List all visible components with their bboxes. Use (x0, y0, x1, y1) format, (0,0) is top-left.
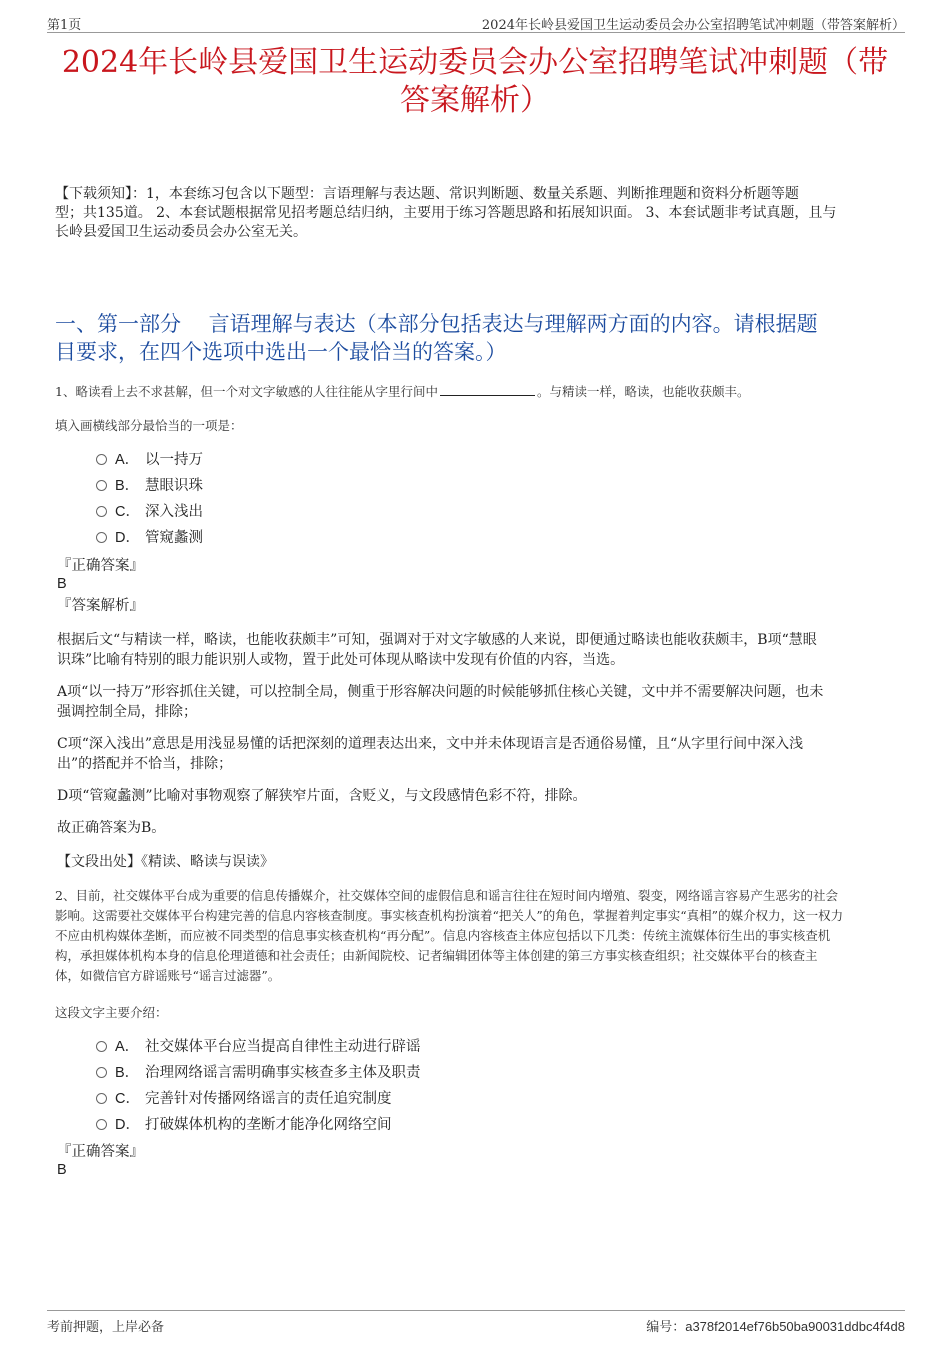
radio-icon[interactable] (96, 1041, 107, 1052)
footer-code-value: a378f2014ef76b50ba90031ddbc4f4d8 (685, 1319, 905, 1334)
option-text: 社交媒体平台应当提高自律性主动进行辟谣 (145, 1039, 421, 1055)
option-text: 以一持万 (145, 452, 203, 468)
q2-stem-line: 构，承担媒体机构本身的信息伦理道德和社会责任；由新闻院校、记者编辑团体等主体创建的第三方事实核查组织；社交媒体平台的核查主 (55, 948, 818, 963)
q2-stem-line: 2、目前，社交媒体平台成为重要的信息传播媒介，社交媒体空间的虚假信息和谣言往往在短时间内增殖、裂变，网络谣言容易产生恶劣的社会 (55, 888, 838, 903)
q1-stem-after: 。与精读一样，略读，也能收获颇丰。 (536, 384, 750, 399)
option-text: 治理网络谣言需明确事实核查多主体及职责 (145, 1065, 421, 1081)
q1-analysis-para-1 (57, 630, 900, 670)
q2-stem (55, 886, 905, 986)
option-text: 慧眼识珠 (145, 478, 203, 494)
q1-answer-label: 『正确答案』 (57, 558, 144, 574)
q2-answer-label: 『正确答案』 (57, 1144, 144, 1160)
option-letter: A． (115, 1039, 140, 1055)
page-number: 第1页 (47, 18, 82, 33)
option-text: 管窥蠡测 (145, 530, 203, 546)
q1-option-a[interactable] (96, 449, 203, 471)
q1-analysis-para-3 (57, 734, 900, 774)
option-letter: D． (115, 530, 140, 546)
radio-icon[interactable] (96, 454, 107, 465)
notice-line-2: 型；共135道。 2、本套试题根据常见招考题总结归纳，主要用于练习答题思路和拓展知识面。 3、本套试题非考试真题，且与 (55, 205, 837, 221)
analysis-line: 识珠”比喻有特别的眼力能识别人或物，置于此处可体现从略读中发现有价值的内容，当选。 (57, 652, 625, 668)
q1-stem (55, 382, 905, 402)
download-notice (55, 185, 900, 242)
option-text: 完善针对传播网络谣言的责任追究制度 (145, 1091, 392, 1107)
footer-code-label: 编号： (646, 1320, 686, 1335)
radio-icon[interactable] (96, 506, 107, 517)
analysis-line: D项“管窥蠡测”比喻对事物观察了解狭窄片面，含贬义，与文段感情色彩不符，排除。 (57, 788, 587, 804)
footer-slogan: 考前押题，上岸必备 (47, 1320, 165, 1335)
q2-option-b[interactable] (96, 1062, 421, 1084)
q1-option-c[interactable] (96, 501, 203, 523)
radio-icon[interactable] (96, 480, 107, 491)
q2-stem-line: 影响。这需要社交媒体平台构建完善的信息内容核查制度。事实核查机构扮演着“把关人”的角色，掌握着判定事实“真相”的媒介权力，这一权力 (55, 908, 844, 923)
q2-answer: B (57, 1162, 67, 1178)
q1-analysis-para-2 (57, 682, 900, 722)
notice-line-1: 【下载须知】：1，本套练习包含以下题型：言语理解与表达题、常识判断题、数量关系题、判断推理题和资料分析题等题 (55, 186, 799, 202)
option-letter: C． (115, 504, 140, 520)
q2-option-a[interactable] (96, 1036, 421, 1058)
q1-option-d[interactable] (96, 527, 203, 549)
q1-analysis-para-5 (57, 818, 900, 838)
option-letter: B． (115, 478, 140, 494)
option-text: 打破媒体机构的垄断才能净化网络空间 (145, 1117, 392, 1133)
header-doc-title: 2024年长岭县爱国卫生运动委员会办公室招聘笔试冲刺题（带答案解析） (481, 18, 905, 33)
analysis-line: 故正确答案为B。 (57, 820, 166, 836)
title-line-2: 答案解析） (400, 83, 550, 118)
option-text: 深入浅出 (145, 504, 203, 520)
section-heading-line-1: 一、第一部分 言语理解与表达（本部分包括表达与理解两方面的内容。请根据题 (55, 312, 818, 336)
option-letter: B． (115, 1065, 140, 1081)
analysis-line: 根据后文“与精读一样，略读，也能收获颇丰”可知，强调对于对文字敏感的人来说，即便通过略读也能收获颇丰，B项“慧眼 (57, 632, 817, 648)
analysis-line: 强调控制全局，排除； (57, 704, 197, 720)
radio-icon[interactable] (96, 1093, 107, 1104)
title-line-1: 2024年长岭县爱国卫生运动委员会办公室招聘笔试冲刺题（带 (61, 45, 889, 80)
document-title (40, 44, 910, 120)
radio-icon[interactable] (96, 1067, 107, 1078)
radio-icon[interactable] (96, 1119, 107, 1130)
q2-stem-line: 不应由机构媒体垄断，而应被不同类型的信息事实核查机构“再分配”。信息内容核查主体应包括以下几类：传统主流媒体衍生出的事实核查机 (55, 928, 831, 943)
page-header (47, 10, 905, 33)
option-letter: D． (115, 1117, 140, 1133)
q1-analysis-para-4 (57, 786, 900, 806)
q2-option-c[interactable] (96, 1088, 392, 1110)
radio-icon[interactable] (96, 532, 107, 543)
section-heading-line-2: 目要求，在四个选项中选出一个最恰当的答案。） (55, 340, 507, 364)
section-heading (55, 310, 900, 366)
q1-stem-before: 1、略读看上去不求甚解，但一个对文字敏感的人往往能从字里行间中 (55, 384, 438, 399)
q1-source: 【文段出处】《精读、略读与误读》 (57, 854, 274, 870)
option-letter: C． (115, 1091, 140, 1107)
analysis-line: A项“以一持万”形容抓住关键，可以控制全局，侧重于形容解决问题的时候能够抓住核心关键，文中并不需要解决问题，也未 (57, 684, 824, 700)
page-footer (47, 1310, 905, 1337)
q1-analysis-label: 『答案解析』 (57, 598, 144, 614)
analysis-line: C项“深入浅出”意思是用浅显易懂的话把深刻的道理表达出来，文中并未体现语言是否通俗易懂，且“从字里行间中深入浅 (57, 736, 804, 752)
footer-code (646, 1316, 905, 1335)
notice-line-3: 长岭县爱国卫生运动委员会办公室无关。 (55, 224, 307, 240)
option-letter: A． (115, 452, 140, 468)
q1-prompt: 填入画横线部分最恰当的一项是： (55, 418, 243, 433)
q1-blank (440, 383, 535, 396)
q2-prompt: 这段文字主要介绍： (55, 1005, 168, 1020)
analysis-line: 出”的搭配并不恰当，排除； (57, 756, 233, 772)
q1-answer: B (57, 576, 67, 592)
q2-option-d[interactable] (96, 1114, 392, 1136)
q1-option-b[interactable] (96, 475, 203, 497)
q2-stem-line: 体，如微信官方辟谣账号“谣言过滤器”。 (55, 968, 281, 983)
